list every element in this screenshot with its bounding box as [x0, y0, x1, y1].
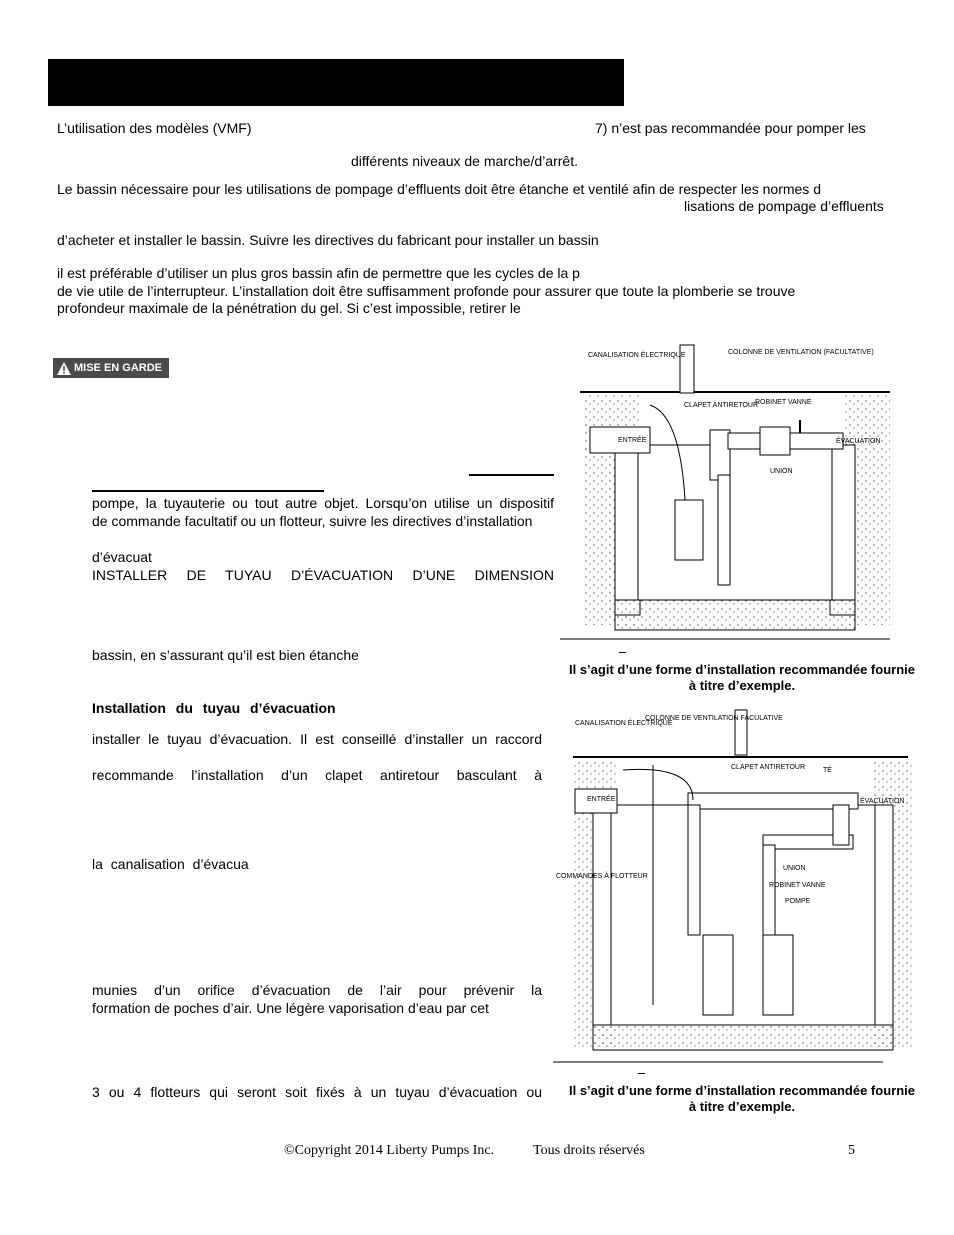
figure2-caption-line2: à titre d’exemple. — [688, 1099, 796, 1114]
diagram-label: TÉ — [823, 767, 832, 774]
diagram-label: COLONNE DE VENTILATION FACULATIVE — [645, 715, 783, 722]
diagram-label: ENTRÉE — [618, 437, 647, 444]
para3-line3: profondeur maximale de la pénétration du gel. Si c’est impossible, retirer le — [57, 300, 521, 316]
para3-line1: il est préférable d’utiliser un plus gros bassin afin de permettre que les cycles de la p — [57, 265, 580, 281]
warning-triangle-icon — [57, 362, 71, 375]
left-p3: bassin, en s’assurant qu’il est bien étanche — [92, 647, 359, 663]
diagram-label: ÉVACUATION — [860, 798, 905, 805]
para1-line1-right: 7) n’est pas recommandée pour pomper les — [595, 120, 866, 136]
footer-copyright: ©Copyright 2014 Liberty Pumps Inc. — [284, 1143, 495, 1158]
diagram-label: ÉVACUATION — [836, 438, 881, 445]
left-p2-line1: d’évacuat — [92, 549, 152, 565]
left-p7: 3 ou 4 flotteurs qui seront soit fixés à un tuyau d’évacuation ou — [92, 1084, 542, 1100]
diagram-label: UNION — [783, 865, 806, 872]
left-p1-line2: de commande facultatif ou un flotteur, suivre les directives d’installation — [92, 513, 533, 529]
left-p4-line2: recommande l’installation d’un clapet antiretour basculant à — [92, 767, 542, 783]
diagram-label: ENTRÉE — [587, 796, 616, 803]
diagram-label: CLAPET ANTIRETOUR — [684, 402, 759, 409]
left-p6-line2: formation de poches d’air. Une légère vaporisation d’eau par cet — [92, 1000, 489, 1016]
left-p1-line1: pompe, la tuyauterie ou tout autre objet. Lorsqu’on utilise un dispositif — [92, 495, 554, 511]
section-heading: Installation du tuyau d’évacuation — [92, 700, 336, 716]
diagram-label: CANALISATION ÉLECTRIQUE — [588, 352, 686, 359]
footer-rights: Tous droits réservés — [533, 1143, 645, 1158]
para2-line2: lisations de pompage d’effluents — [684, 198, 884, 214]
warning-badge-label: MISE EN GARDE — [74, 362, 163, 374]
para1-line2: différents niveaux de marche/d’arrêt. — [351, 153, 578, 169]
left-p6-line1: munies d’un orifice d’évacuation de l’air pour prévenir la — [92, 982, 542, 998]
diagram-label: POMPE — [785, 898, 811, 905]
warning-badge — [53, 358, 169, 378]
left-p5: la canalisation d’évacua — [92, 856, 249, 872]
diagram-label: CLAPET ANTIRETOUR — [731, 764, 806, 771]
title-bar — [48, 59, 624, 106]
single-pump-installation-diagram — [560, 335, 900, 647]
underline-rule — [469, 474, 554, 476]
figure2-caption-line1: Il s’agit d’une forme d’installation recommandée fournie — [568, 1083, 915, 1098]
figure1-caption-line1: Il s’agit d’une forme d’installation recommandée fournie — [568, 662, 915, 677]
left-p2-line2: INSTALLER DE TUYAU D’ÉVACUATION D’UNE DIMENSION — [92, 567, 554, 583]
diagram-label: UNION — [770, 468, 793, 475]
dual-pump-installation-diagram — [553, 705, 913, 1065]
diagram-label: CANALISATION ÉLECTRIQUE — [575, 720, 673, 727]
figure1-dash — [619, 652, 626, 653]
para2-line3: d’acheter et installer le bassin. Suivre les directives du fabricant pour installer un bassin — [57, 232, 599, 248]
page-number: 5 — [848, 1143, 855, 1158]
left-p4-line1: installer le tuyau d’évacuation. Il est conseillé d’installer un raccord — [92, 731, 542, 747]
diagram-label: ROBINET VANNE — [755, 399, 812, 406]
diagram-label: ROBINET VANNE — [769, 882, 826, 889]
diagram-label: COMMANDES À FLOTTEUR — [556, 873, 648, 880]
para1-line1-left: L’utilisation des modèles (VMF) — [57, 120, 252, 136]
underline-rule — [92, 490, 324, 492]
para2-line1: Le bassin nécessaire pour les utilisations de pompage d’effluents doit être étanche et ventilé afin de respecter les normes d — [57, 181, 821, 197]
para3-line2: de vie utile de l’interrupteur. L’installation doit être suffisamment profonde pour assurer que toute la plomberie se trouve — [57, 283, 796, 299]
figure1-caption-line2: à titre d’exemple. — [688, 678, 796, 693]
figure2-dash — [638, 1073, 645, 1074]
diagram-label: COLONNE DE VENTILATION (FACULTATIVE) — [728, 349, 874, 356]
